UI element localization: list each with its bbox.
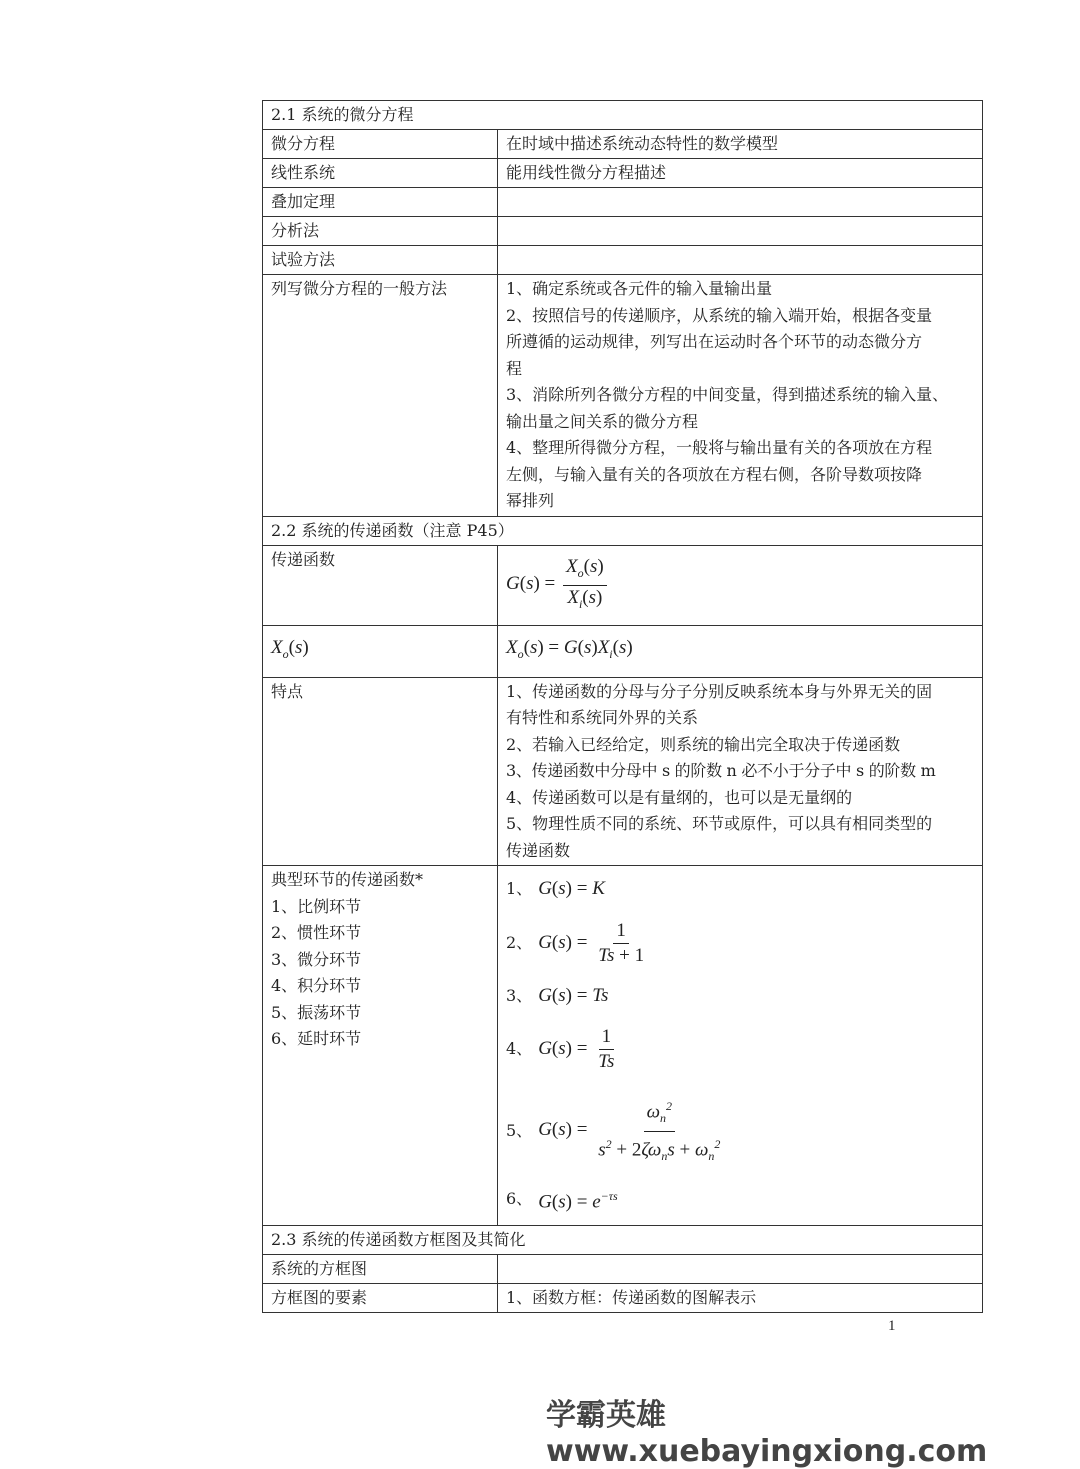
element-item: 6、延时环节 (271, 1029, 362, 1048)
row-value-empty (498, 1255, 983, 1284)
formula-xo: $X_o(s)$ (271, 637, 309, 661)
formula-proportional: 1、 G(s) = K (506, 878, 605, 899)
table-row (263, 1284, 983, 1313)
table-row (263, 217, 983, 246)
formula-oscillation: 5、 G(s) = $\frac{\omega_n^2}{s^2 + 2\zeta\omega_ns + \omega_n^2}$ (506, 1088, 974, 1174)
row-value-empty (498, 188, 983, 217)
element-item: 1、比例环节 (271, 896, 362, 916)
row-label: 微分方程 (263, 130, 498, 159)
feature-line: 3、传递函数中分母中 s 的阶数 n 必不小于分子中 s 的阶数 m (506, 761, 936, 780)
row-value: 1、函数方框：传递函数的图解表示 (498, 1284, 983, 1313)
watermark-footer: 学霸英雄 www.xuebayingxiong.com (546, 1398, 988, 1469)
row-value: 在时域中描述系统动态特性的数学模型 (498, 130, 983, 159)
feature-list (498, 677, 983, 866)
formula-integral: 4、 G(s) = $\frac{1}{Ts}$ (506, 1025, 615, 1072)
section-2-1-heading: 2.1 系统的微分方程 (263, 101, 983, 130)
table-row (263, 188, 983, 217)
formula-xo-equals: $X_o(s) = G(s)X_i(s)$ (506, 637, 633, 661)
row-label: 叠加定理 (263, 188, 498, 217)
row-label: 试验方法 (263, 246, 498, 275)
method-line: 4、整理所得微分方程，一般将与输出量有关的各项放在方程 (506, 438, 933, 457)
method-line: 2、按照信号的传递顺序，从系统的输入端开始，根据各变量 (506, 305, 933, 325)
typical-formulas (498, 866, 983, 1226)
typical-elements (263, 866, 498, 1226)
row-label: 分析法 (263, 217, 498, 246)
table-row (263, 159, 983, 188)
method-line: 幂排列 (506, 491, 555, 510)
element-item: 5、振荡环节 (271, 1002, 362, 1022)
row-value-empty (498, 246, 983, 275)
method-steps (498, 275, 983, 517)
feature-line: 1、传递函数的分母与分子分别反映系统本身与外界无关的固 (506, 681, 933, 701)
row-label: 传递函数 (263, 545, 498, 625)
method-line: 输出量之间关系的微分方程 (506, 411, 699, 431)
section-2-3-heading: 2.3 系统的传递函数方框图及其简化 (263, 1226, 983, 1255)
formula-differential: 3、 G(s) = Ts (506, 985, 609, 1006)
method-line: 左侧，与输入量有关的各项放在方程右侧，各阶导数项按降 (506, 464, 923, 484)
row-label: 线性系统 (263, 159, 498, 188)
row-label: 列写微分方程的一般方法 (263, 275, 498, 517)
method-line: 3、消除所列各微分方程的中间变量，得到描述系统的输入量、 (506, 385, 949, 404)
element-item: 3、微分环节 (271, 949, 362, 969)
feature-line: 传递函数 (506, 840, 571, 860)
table-row (263, 1255, 983, 1284)
table-row (263, 625, 983, 677)
table-row (263, 275, 983, 517)
element-item: 2、惯性环节 (271, 923, 362, 942)
table-row (263, 677, 983, 866)
row-value-empty (498, 217, 983, 246)
feature-line: 有特性和系统同外界的关系 (506, 708, 699, 727)
output-symbol (263, 625, 498, 677)
row-label: 典型环节的传递函数* (271, 870, 424, 889)
feature-line: 4、传递函数可以是有量纲的，也可以是无量纲的 (506, 787, 853, 807)
method-line: 程 (506, 358, 523, 378)
formula-delay: 6、 $G(s) = e^{-\tau s}$ (506, 1188, 618, 1213)
output-formula (498, 625, 983, 677)
method-line: 1、确定系统或各元件的输入量输出量 (506, 279, 773, 298)
transfer-function-formula (498, 545, 983, 625)
table-row (263, 130, 983, 159)
section-2-2-heading: 2.2 系统的传递函数（注意 P45） (263, 516, 983, 545)
feature-line: 2、若输入已经给定，则系统的输出完全取决于传递函数 (506, 734, 901, 754)
row-label: 特点 (263, 677, 498, 866)
feature-line: 5、物理性质不同的系统、环节或原件，可以具有相同类型的 (506, 814, 933, 833)
formula-inertia: 2、 G(s) = $\frac{1}{Ts + 1}$ (506, 919, 645, 966)
table-row (263, 246, 983, 275)
table-row (263, 866, 983, 1226)
element-item: 4、积分环节 (271, 976, 362, 995)
row-value: 能用线性微分方程描述 (498, 159, 983, 188)
row-label: 系统的方框图 (263, 1255, 498, 1284)
row-label: 方框图的要素 (263, 1284, 498, 1313)
formula-g-of-s: G(s) = $\frac{X_o(s)}{X_i(s)}$ (506, 573, 610, 594)
notes-table (262, 100, 983, 1313)
page-number: 1 (888, 1318, 896, 1334)
table-row (263, 545, 983, 625)
method-line: 所遵循的运动规律，列写出在运动时各个环节的动态微分方 (506, 332, 923, 351)
